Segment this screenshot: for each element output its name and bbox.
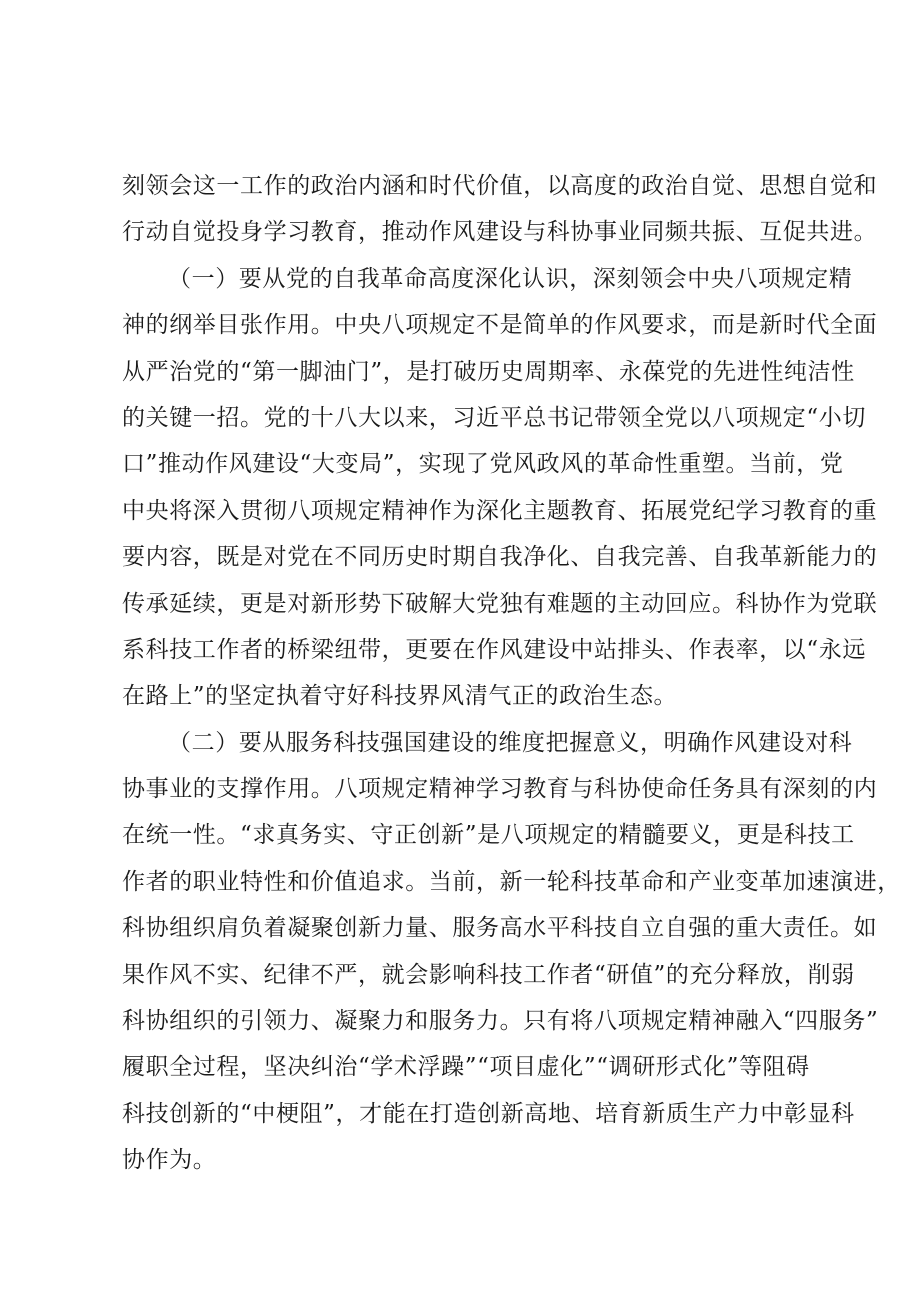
text-line: 系科技工作者的桥梁纽带，更要在作风建设中站排头、作表率，以“永远	[122, 636, 866, 663]
text-line: 传承延续，更是对新形势下破解大党独有难题的主动回应。科协作为党联	[122, 590, 878, 617]
text-line: 刻领会这一工作的政治内涵和时代价值，以高度的政治自觉、思想自觉和	[122, 173, 878, 199]
text-line: 果作风不实、纪律不严，就会影响科技工作者“研值”的充分释放，削弱	[122, 961, 855, 988]
text-line: 的关键一招。党的十八大以来，习近平总书记带领全党以八项规定“小切	[122, 404, 866, 431]
text-line: 在统一性。“求真务实、守正创新”是八项规定的精髓要义，更是科技工	[122, 822, 855, 849]
text-line: 行动自觉投身学习教育，推动作风建设与科协事业同频共振、互促共进。	[122, 219, 878, 246]
document-body	[122, 163, 901, 1184]
text-line: 科协组织肩负着凝聚创新力量、服务高水平科技自立自强的重大责任。如	[122, 915, 878, 942]
text-line: 科协组织的引领力、凝聚力和服务力。只有将八项规定精神融入“四服务”	[122, 1008, 879, 1035]
text-line: 中央将深入贯彻八项规定精神作为深化主题教育、拓展党纪学习教育的重	[122, 497, 878, 524]
text-line: 作者的职业特性和价值追求。当前，新一轮科技革命和产业变革加速演进，	[122, 868, 901, 895]
text-line: 履职全过程，坚决纠治“学术浮躁”“项目虚化”“调研形式化”等阻碍	[122, 1054, 810, 1081]
section-two-heading-line: （二）要从服务科技强国建设的维度把握意义，明确作风建设对科	[168, 729, 853, 756]
text-line: 科技创新的“中梗阻”，才能在打造创新高地、培育新质生产力中彰显科	[122, 1100, 855, 1127]
text-line: 协作为。	[122, 1147, 217, 1174]
section-one-heading-line: （一）要从党的自我革命高度深化认识，深刻领会中央八项规定精	[168, 265, 853, 292]
text-line: 要内容，既是对党在不同历史时期自我净化、自我完善、自我革新能力的	[122, 544, 878, 571]
text-line: 神的纲举目张作用。中央八项规定不是简单的作风要求，而是新时代全面	[122, 312, 878, 339]
text-line: 从严治党的“第一脚油门”，是打破历史周期率、永葆党的先进性纯洁性	[122, 358, 855, 385]
text-line: 口”推动作风建设“大变局”，实现了党风政风的革命性重塑。当前，党	[122, 451, 844, 478]
text-line: 在路上”的坚定执着守好科技界风清气正的政治生态。	[122, 683, 678, 710]
text-line: 协事业的支撑作用。八项规定精神学习教育与科协使命任务具有深刻的内	[122, 776, 878, 803]
